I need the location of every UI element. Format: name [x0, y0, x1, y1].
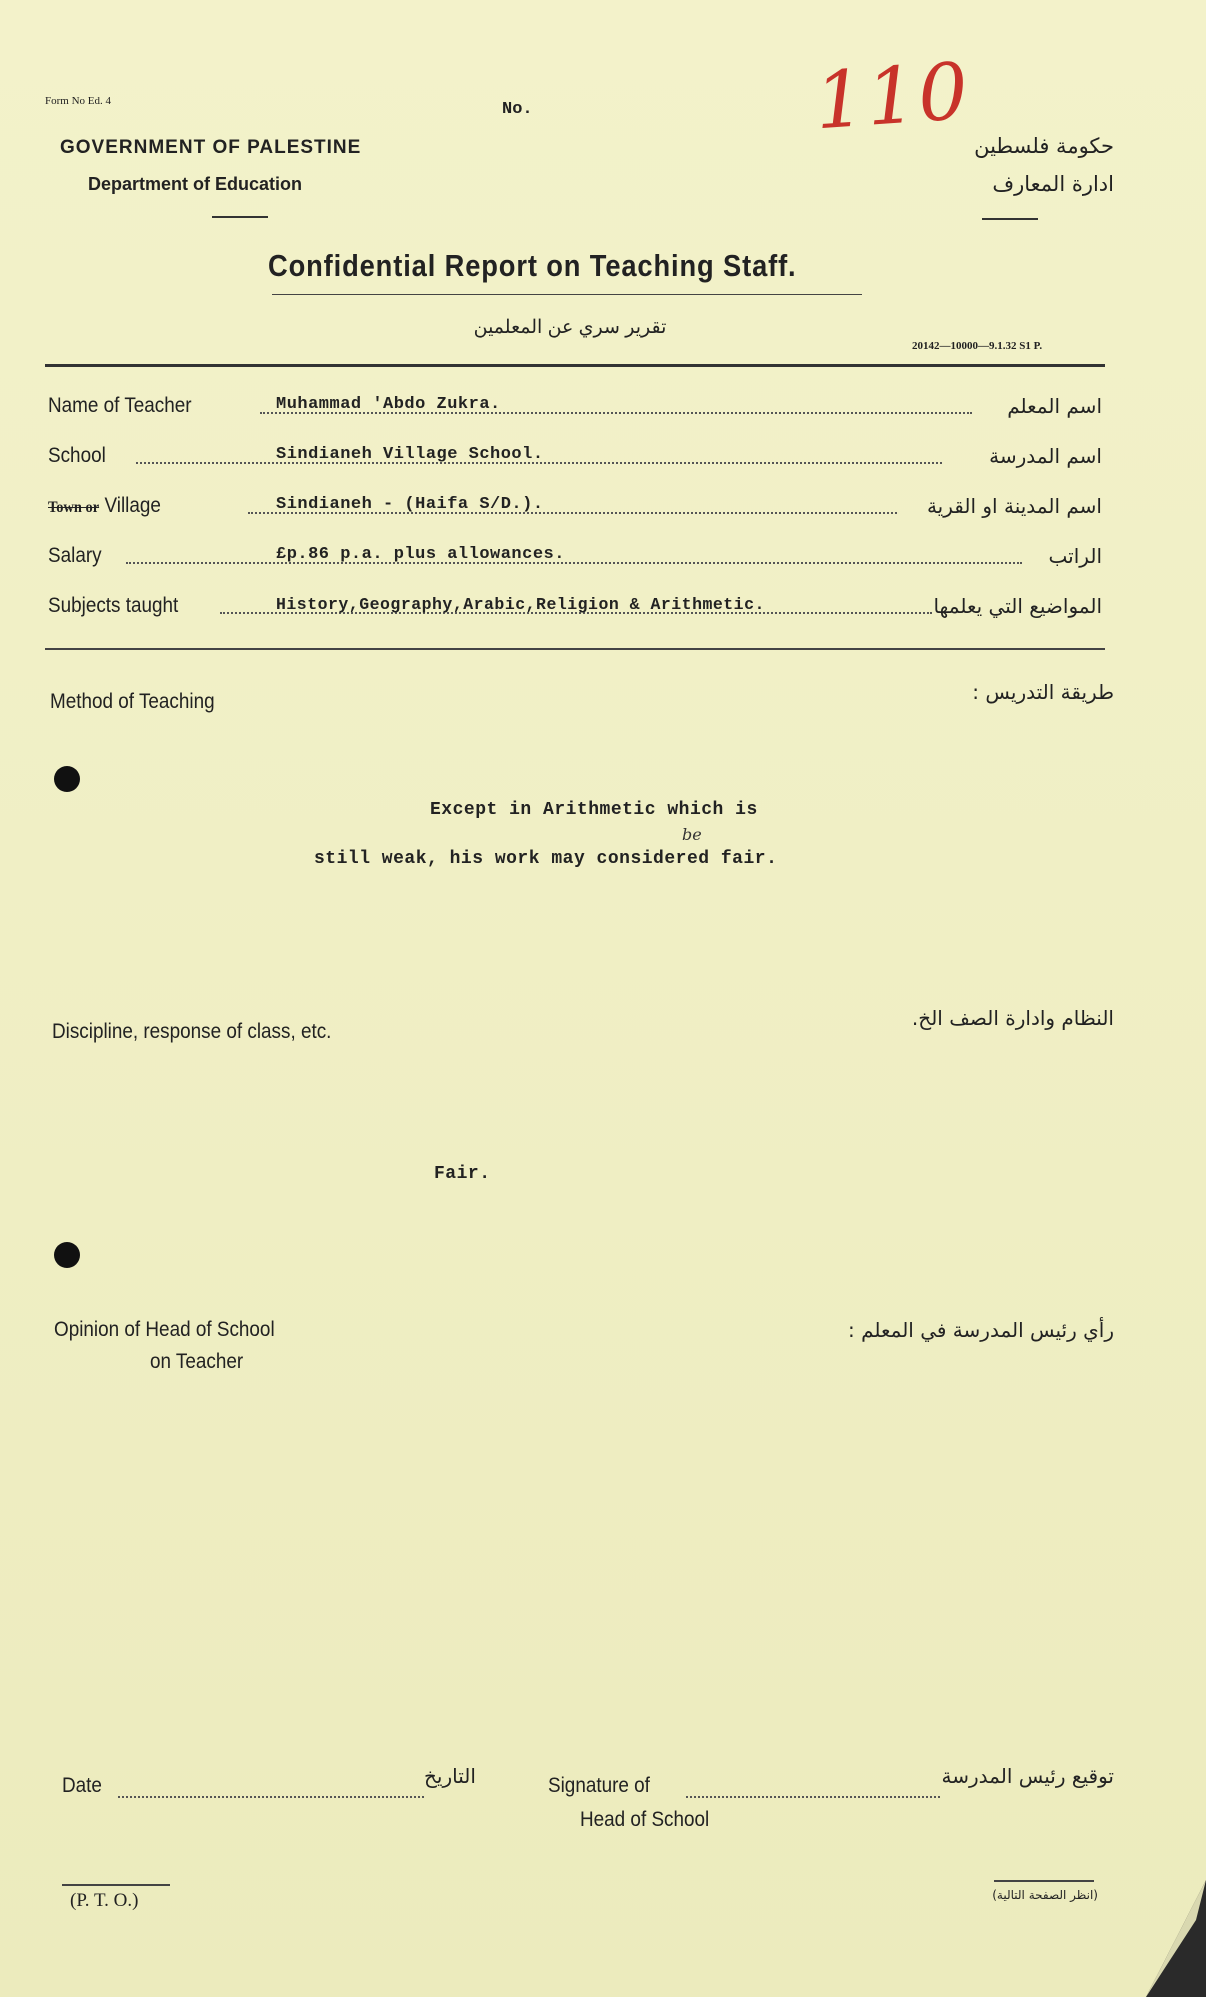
field-label: Subjects taught [48, 594, 179, 617]
discipline-label: Discipline, response of class, etc. [52, 1020, 332, 1043]
method-of-teaching-label-ar: طريقة التدريس : [972, 680, 1114, 704]
field-value: Muhammad 'Abdo Zukra. [276, 395, 501, 414]
field-name-of-teacher [48, 386, 1102, 422]
field-label: Name of Teacher [48, 394, 192, 417]
print-code: 20142—10000—9.1.32 S1 P. [912, 340, 1043, 352]
field-village [48, 486, 1102, 522]
field-label-ar: المواضيع التي يعلمها [933, 594, 1102, 618]
title-underline [272, 294, 862, 295]
opinion-label-ar: رأي رئيس المدرسة في المعلم : [847, 1318, 1114, 1342]
date-label-ar: التاريخ [424, 1764, 476, 1788]
department-title-ar: ادارة المعارف [992, 172, 1114, 196]
handwritten-insertion: be [682, 825, 702, 844]
signature-line [686, 1796, 940, 1798]
form-number: Form No Ed. 4 [45, 95, 111, 107]
punch-hole [54, 766, 80, 792]
field-value: History,Geography,Arabic,Religion & Arithmetic. [276, 595, 765, 614]
pto-label-ar: (انظر الصفحة التالية) [992, 1888, 1098, 1902]
field-value: £p.86 p.a. plus allowances. [276, 545, 565, 564]
field-label-ar: اسم المعلم [1007, 394, 1102, 418]
field-label-ar: اسم المدرسة [989, 444, 1102, 468]
fill-line [126, 562, 1022, 564]
punch-hole [54, 1242, 80, 1268]
field-label [48, 494, 161, 518]
header-divider-left [212, 216, 268, 218]
village-label: Village [104, 494, 161, 517]
date-line [118, 1796, 424, 1798]
signature-label-ar: توقيع رئيس المدرسة [941, 1764, 1114, 1788]
field-subjects-taught [48, 586, 1102, 622]
field-label-ar: اسم المدينة او القرية [926, 494, 1102, 518]
government-title-ar: حكومة فلسطين [974, 134, 1114, 158]
header-divider-right [982, 218, 1038, 220]
opinion-label-line-1: Opinion of Head of School [54, 1318, 275, 1341]
pto-rule-ar [994, 1880, 1094, 1882]
discipline-label-ar: النظام وادارة الصف الخ. [911, 1006, 1114, 1030]
field-salary [48, 536, 1102, 572]
government-title-en: GOVERNMENT OF PALESTINE [60, 137, 362, 158]
date-label: Date [62, 1774, 102, 1797]
top-rule [45, 364, 1105, 367]
method-of-teaching-label: Method of Teaching [50, 690, 215, 713]
method-comment-line-2: still weak, his work may considered fair. [314, 849, 778, 869]
field-label: School [48, 444, 106, 467]
signature-label: Signature of [548, 1774, 650, 1797]
number-label: No. [502, 100, 533, 119]
field-school [48, 436, 1102, 472]
opinion-label-line-2: on Teacher [150, 1350, 244, 1373]
struck-label: Town or [48, 499, 100, 516]
report-title-ar: تقرير سري عن المعلمين [473, 317, 667, 338]
field-label-ar: الراتب [1048, 544, 1102, 568]
head-of-school-label: Head of School [580, 1808, 710, 1831]
discipline-comment: Fair. [434, 1164, 491, 1184]
folded-corner [1136, 1880, 1206, 1997]
method-comment-line-1: Except in Arithmetic which is [430, 800, 758, 820]
department-title-en: Department of Education [88, 174, 303, 194]
field-value: Sindianeh Village School. [276, 445, 544, 464]
section-rule [45, 648, 1105, 650]
field-label: Salary [48, 544, 102, 567]
field-value: Sindianeh - (Haifa S/D.). [276, 495, 544, 514]
report-title: Confidential Report on Teaching Staff. [268, 248, 797, 283]
pto-label: (P. T. O.) [70, 1890, 139, 1911]
handwritten-file-number: 110 [812, 46, 973, 148]
pto-rule [62, 1884, 170, 1886]
